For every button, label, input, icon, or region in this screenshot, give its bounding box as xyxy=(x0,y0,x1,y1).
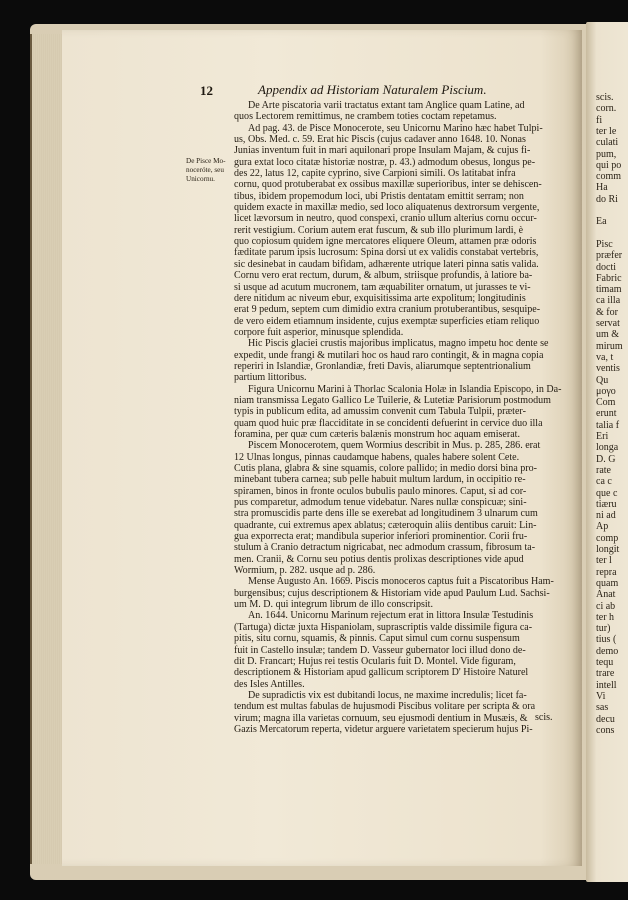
text-line: tendum est multas fabulas de hujusmodi Piscibus volitare per scripta & ora xyxy=(234,701,536,713)
facing-page-fragment: docti xyxy=(596,261,616,273)
facing-page-fragment: tequ xyxy=(596,657,614,668)
facing-page-fragment: Qu xyxy=(596,374,609,386)
facing-page-fragment: & for xyxy=(596,306,618,318)
facing-page-fragment: ter le xyxy=(596,125,617,137)
facing-page-fragment: trare xyxy=(596,668,615,680)
facing-page-fragment: que c xyxy=(596,487,618,499)
facing-page-fragment: scis. xyxy=(596,92,614,103)
text-line: tibus, ibidem propemodum loci, ubi Pristis dentatam emittit serram; non xyxy=(234,190,524,202)
marginal-note-line: Unicornu. xyxy=(186,175,215,183)
marginal-note xyxy=(186,157,230,184)
body-text xyxy=(234,100,562,735)
facing-page-fragment: mirum xyxy=(596,340,623,352)
marginal-note-line: De Pisce Mo- xyxy=(186,157,226,165)
facing-page-fragment: cons xyxy=(596,724,615,736)
page-number: 12 xyxy=(200,83,213,98)
text-line: niam transmissa Legato Gallico Le Tuilerie, & Lutetiæ Parisiorum postmodum xyxy=(234,394,551,406)
text-line: De supradictis vix est dubitandi locus, ne maxime incredulis; licet fa- xyxy=(248,689,527,701)
facing-page-fragment: Pisc xyxy=(596,238,613,250)
facing-page-fragment: Eri xyxy=(596,431,609,442)
text-line: stra promuscidis parte dens ille se exerebat ad longitudinem 3 ulnarum cum xyxy=(234,508,538,520)
text-line: Cornu vero erat rectum, durum, & album, striisque profundis, à latiore ba- xyxy=(234,270,533,282)
text-line: des Isles Antilles. xyxy=(234,678,305,690)
facing-page-fragment: μογο xyxy=(596,385,616,397)
facing-page-fragment: Vi xyxy=(596,690,606,702)
text-line: cornu, quod protuberabat ex ossibus maxillæ superioribus, inter se dehiscen- xyxy=(234,179,542,191)
facing-page-fragment: tius ( xyxy=(596,634,617,646)
facing-page-fragment: Ea xyxy=(596,216,607,228)
facing-page-fragment: præfer xyxy=(596,250,623,262)
text-line: fæditate parum ipsis lucrosum: Spina dorsi ut ex validis constabat vertebris, xyxy=(234,247,539,259)
text-line: si usque ad acutum mucronem, tam æquabiliter ornatum, ut jurasses te vi- xyxy=(234,281,531,293)
text-line: spiramen, binos in fronte oculos bubulis paulo minores. Caput, si ad cor- xyxy=(234,485,527,497)
text-line: dit D. Francart; Hujus rei testis Ocularis fuit D. Montel. Vide figuram, xyxy=(234,655,516,667)
facing-page-fragment: ci ab xyxy=(596,600,616,612)
facing-page-fragment: ventis xyxy=(596,363,620,375)
text-line: Gazis Mercatorum reperta, videtur arguere varietatem specierum hujus Pi- xyxy=(234,723,533,735)
text-line: pitis, situ cornu, squamis, & pinnis. Caput simul cum cornu suspensum xyxy=(234,633,520,645)
facing-page-fragment: tiæru xyxy=(596,498,617,510)
facing-page-fragment: ni ad xyxy=(596,510,616,522)
facing-page-fragment: longa xyxy=(596,442,619,454)
text-line: De Arte piscatoria varii tractatus extant tam Anglice quam Latine, ad xyxy=(248,100,525,111)
text-line: erat 9 pedum, septem cum dimidio extra cranium protuberantibus, sesquipe- xyxy=(234,304,541,316)
text-line: Ad pag. 43. de Pisce Monocerote, seu Unicornu Marino hæc habet Tulpi- xyxy=(248,122,543,134)
facing-page-fragment: qui po xyxy=(596,159,622,171)
text-line: pus comparetur, admodum tenue videbatur. Nares nullæ conspicuæ; sini- xyxy=(234,497,527,509)
facing-page-fragment: timam xyxy=(596,284,622,296)
text-line: licet lævorsum in neutro, quod conspexi, cranio ullum alterius cornu occur- xyxy=(234,213,537,225)
text-line: quam quod huic præ flacciditate in se concidenti defuerint in cervice duo illa xyxy=(234,417,543,429)
text-line: corpore fuit asperior, minusque splendida. xyxy=(234,326,404,338)
facing-page-fragment: culati xyxy=(596,137,619,149)
facing-page-fragment: Ha xyxy=(596,182,608,194)
facing-page-fragment: ca illa xyxy=(596,295,621,307)
text-line: Mense Augusto An. 1669. Piscis monoceros captus fuit a Piscatoribus Ham- xyxy=(248,576,554,588)
facing-page-fragment: decu xyxy=(596,713,615,725)
facing-page-fragment: servat xyxy=(596,318,620,329)
running-head: Appendix ad Historiam Naturalem Piscium. xyxy=(258,82,487,97)
text-line: Wormium, p. 282. usque ad p. 286. xyxy=(234,565,376,577)
facing-page-fragment: rate xyxy=(596,464,611,476)
text-line: sic desinebat in caudam bifidam, adhærente utrique lateri pinna satis valida. xyxy=(234,258,539,270)
text-line: foramina, per quæ cum cæteris balænis monstrum hoc aquam emiserat. xyxy=(234,428,520,440)
text-line: minebant tubera carnea; sub pelle habuit multum lardum, in occipitio re- xyxy=(234,474,526,486)
page-edges xyxy=(30,34,66,864)
facing-page-fragment: longit xyxy=(596,544,620,555)
text-line: rerit vestigium. Corium autem erat fuscum, & sub illo plurimum lardi, è xyxy=(234,224,524,236)
facing-page-fragment: um & xyxy=(596,329,620,341)
facing-page-edge xyxy=(586,22,628,882)
text-line: quidem exacte in maxillæ medio, sed loco aliquatenus dextrorsum vergente, xyxy=(234,202,540,214)
marginal-note-line: noceróte, seu xyxy=(186,166,224,174)
text-line: Figura Unicornu Marini à Thorlac Scalonia Holæ in Islandia Episcopo, in Da- xyxy=(248,383,562,395)
facing-page-fragment: sas xyxy=(596,702,609,714)
facing-page-fragment: corn. xyxy=(596,103,617,115)
facing-page-fragment: Fabric xyxy=(596,272,622,284)
facing-page-fragment: ca c xyxy=(596,476,612,488)
text-line: fuit in Castello insulæ; tandem D. Vasseur gubernator loci illud dono de- xyxy=(234,644,526,656)
text-line: stulum à Cranio detractum nigricabat, nec admodum crassum, fibrosum ta- xyxy=(234,542,536,554)
text-line: virum; magna illa varietas cornuum, seu ejusmodi dentium in Musæis, & xyxy=(234,712,528,724)
text-line: expedit, unde frangi & mutilari hoc os haud raro contingit, & in magna copia xyxy=(234,349,544,361)
text-line: (Tartuga) dictæ juxta Hispaniolam, suprascriptis valde dissimile figura ca- xyxy=(234,621,533,633)
facing-page-fragment: D. G xyxy=(596,453,616,465)
facing-page-fragment: pum, xyxy=(596,148,617,160)
text-line: typis in publicum edita, ad amussim convenit cum Tabula Tulpii, præter- xyxy=(234,406,526,418)
text-line: Hic Piscis glaciei crustis majoribus implicatus, magno impetu hoc dente se xyxy=(248,338,549,350)
text-line: men. Cranii, & Cornu seu potius dentis prolixas descriptiones vide apud xyxy=(234,553,524,565)
facing-page-fragment: ter h xyxy=(596,611,615,623)
text-line: Cutis plana, glabra & sine squamis, colore pallido; in medio dorsi bina pro- xyxy=(234,463,538,474)
facing-page-fragment: Ap xyxy=(596,521,609,533)
text-line: burgensibus; cujus descriptionem & Historiam vide apud Paulum Lud. Sachsi- xyxy=(234,587,550,599)
facing-page-fragment: repra xyxy=(596,566,617,578)
facing-page-fragment: fi xyxy=(596,114,603,126)
facing-page-fragment: quam xyxy=(596,577,619,589)
facing-page-fragment: erunt xyxy=(596,408,617,420)
facing-page-fragment: ter l xyxy=(596,555,612,567)
facing-page-fragment: Com xyxy=(596,397,616,409)
text-line: gura extat loco citatæ historiæ nostræ, p. 43.) admodum obesus, longus pe- xyxy=(234,156,536,168)
text-line: 12 Ulnas longus, pinnas caudamque habens, quales habere solent Cete. xyxy=(234,451,520,463)
text-line: An. 1644. Unicornu Marinum rejectum erat in littora Insulæ Testudinis xyxy=(248,610,534,622)
text-line: quadrante, cui extremus apex ablatus; cæteroquin aliis dentibus caruit: Lin- xyxy=(234,519,537,531)
text-line: dere nitidum ac niveum ebur, exquisitissima arte expolitum; longitudinis xyxy=(234,292,526,304)
facing-page-fragment: Anat xyxy=(596,589,616,601)
text-line: reperiri in Islandiæ, Gronlandiæ, freti Davis, aliarumque septentrionalium xyxy=(234,360,531,372)
text-line: quo copiosum quidem igne mercatores eliquere Oleum, attamen præ odoris xyxy=(234,236,537,248)
text-line: descriptionem & Historiam apud gallicum scriptorem D' Histoire Naturel xyxy=(234,667,529,679)
facing-page-fragment: do Ri xyxy=(596,193,618,205)
text-line: gua exporrecta erat; mandibula superior inferiori prominentior. Corii fru- xyxy=(234,531,528,543)
text-line: Piscem Monocerotem, quem Wormius describit in Mus. p. 285, 286. erat xyxy=(248,440,541,452)
facing-page-fragment: comp xyxy=(596,532,619,544)
text-line: partium littoribus. xyxy=(234,372,307,384)
facing-page-fragment: tur) xyxy=(596,623,611,635)
facing-page-fragment: talia f xyxy=(596,419,620,431)
text-line: us, Obs. Med. c. 59. Erat hic Piscis (cujus cadaver anno 1648. 10. Nonas xyxy=(234,134,526,146)
facing-page-fragment: intell xyxy=(596,679,617,691)
facing-page-fragment: va, t xyxy=(596,351,614,363)
text-line: des 22, latus 12, capite cyprino, sive Carpioni simili. Os latitabat infra xyxy=(234,168,516,180)
text-line: quos Lectorem remittimus, ne crambem toties coctam repetamus. xyxy=(234,111,497,123)
text-line: de vero eidem etiamnum insidente, cujus exemptæ superficies etiam reliquo xyxy=(234,315,540,327)
text-line: um M. D. qui integrum librum de illo conscripsit. xyxy=(234,599,433,611)
facing-page-fragment: comm xyxy=(596,171,621,183)
catchword: scis. xyxy=(535,712,553,723)
facing-page-fragment: demo xyxy=(596,645,619,657)
text-line: Junias inventum fuit in mari aquilonari prope Insulam Majam, & cujus fi- xyxy=(234,145,531,157)
